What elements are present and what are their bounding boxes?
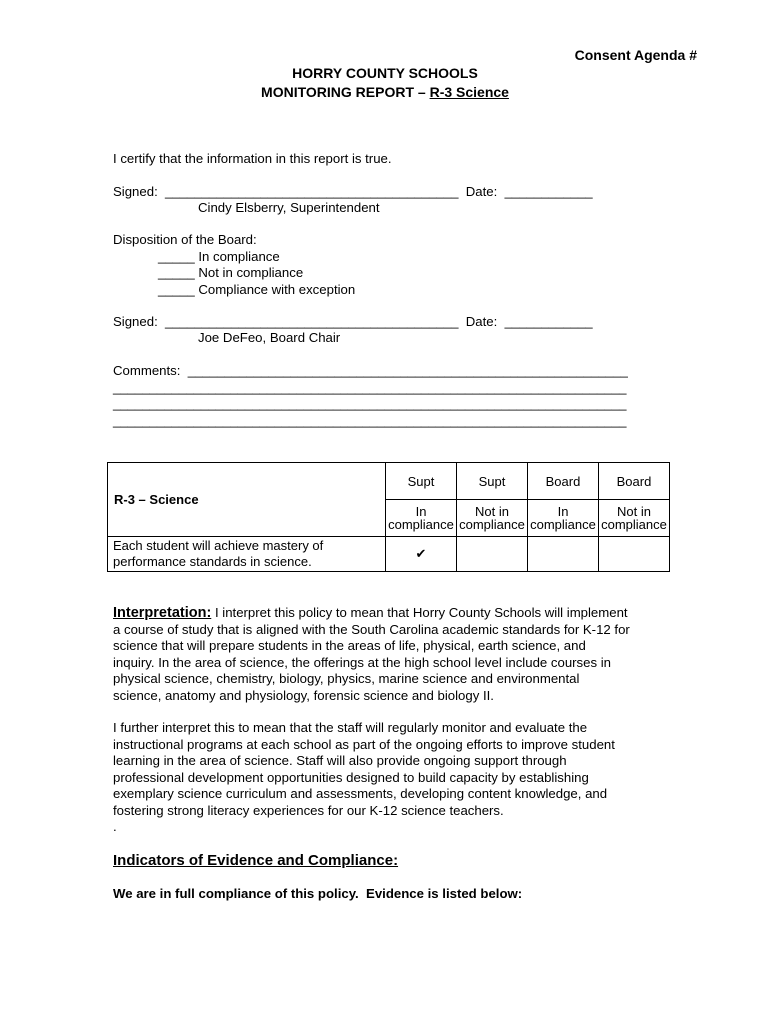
interpretation-line: I interpret this policy to mean that Horry County Schools will implement (211, 605, 628, 620)
interpretation-line: fostering strong literacy experiences for our K-12 science teachers. (113, 802, 504, 818)
sub-head-line: Not in (475, 504, 509, 519)
sub-head-line: compliance (530, 517, 596, 532)
report-title-prefix: MONITORING REPORT – (261, 84, 430, 100)
interpretation-label: Interpretation: (113, 605, 212, 621)
sub-head-line: In (557, 504, 569, 519)
table-header-row (108, 463, 670, 500)
comments-line: Comments: ____________________________________________________________ (113, 363, 628, 378)
table-row (108, 537, 670, 572)
disposition-option-in-compliance: _____ In compliance (158, 249, 280, 264)
sub-head-line: compliance (459, 517, 525, 532)
standard-line: performance standards in science. (113, 554, 312, 569)
certify-text: I certify that the information in this report is true. (113, 151, 392, 166)
interpretation-line: instructional programs at each school as part of the ongoing efforts to improve student (113, 736, 615, 752)
checkmark-icon: ✔ (415, 546, 427, 561)
interpretation-paragraph (113, 605, 673, 704)
compliance-statement: We are in full compliance of this policy. Evidence is listed below: (113, 886, 523, 901)
interpretation-line: I further interpret this to mean that the staff will regularly monitor and evaluate the (113, 720, 588, 735)
disposition-option-not-in-compliance: _____ Not in compliance (158, 265, 304, 280)
interpretation-line: learning in the area of science. Staff will also provide ongoing support through (113, 753, 567, 768)
comments-blank-line: ______________________________________________________________________ (113, 413, 627, 428)
sub-head-supt-not-in (457, 500, 528, 537)
org-title: HORRY COUNTY SCHOOLS (292, 65, 478, 81)
standard-description (108, 537, 386, 572)
col-head-board-not-in: Board (599, 463, 670, 500)
comments-blank-line: ______________________________________________________________________ (113, 380, 627, 395)
interpretation-line: science that will prepare students in the areas of life, physical, earth science, and (113, 638, 586, 653)
cell-supt-in[interactable] (386, 537, 457, 572)
cell-board-not-in[interactable] (599, 537, 670, 572)
compliance-table (107, 462, 670, 572)
indicators-heading: Indicators of Evidence and Compliance: (113, 852, 399, 869)
report-title-link[interactable]: R-3 Science (429, 84, 509, 100)
col-head-board-in: Board (528, 463, 599, 500)
sub-head-supt-in (386, 500, 457, 537)
interpretation-line: physical science, chemistry, biology, physics, marine science and environmental (113, 671, 580, 686)
interpretation-line: exemplary science curriculum and assessments, developing content knowledge, and (113, 786, 608, 801)
comments-blank-line: ______________________________________________________________________ (113, 396, 627, 411)
col-head-supt-in: Supt (386, 463, 457, 500)
consent-agenda-label: Consent Agenda # (574, 47, 697, 63)
disposition-option-exception: _____ Compliance with exception (158, 282, 356, 297)
sub-head-line: compliance (388, 517, 454, 532)
sub-head-line: In (415, 504, 427, 519)
cell-supt-not-in[interactable] (457, 537, 528, 572)
signature-line-board-chair: Signed: ________________________________________ Date: ____________ (113, 314, 593, 329)
col-head-supt-not-in: Supt (457, 463, 528, 500)
disposition-title: Disposition of the Board: (113, 232, 257, 247)
signature-line-superintendent: Signed: ________________________________________ Date: ____________ (113, 184, 593, 199)
table-policy-label: R-3 – Science (108, 463, 386, 537)
interpretation-line: inquiry. In the area of science, the offerings at the high school level include courses in (113, 654, 612, 670)
interpretation-line: a course of study that is aligned with the South Carolina academic standards for K-12 for (113, 621, 630, 637)
standard-line: Each student will achieve mastery of (113, 538, 324, 553)
interpretation-paragraph-2 (113, 720, 673, 836)
interpretation-line: science, anatomy and physiology, forensic science and biology II. (113, 687, 494, 703)
interpretation-line: professional development opportunities designed to build capacity by establishing (113, 769, 589, 785)
interpretation-line: . (113, 819, 117, 834)
sub-head-line: compliance (601, 517, 667, 532)
board-chair-name: Joe DeFeo, Board Chair (198, 330, 341, 345)
cell-board-in[interactable] (528, 537, 599, 572)
superintendent-name: Cindy Elsberry, Superintendent (198, 200, 380, 215)
sub-head-line: Not in (617, 504, 651, 519)
sub-head-board-in (528, 500, 599, 537)
sub-head-board-not-in (599, 500, 670, 537)
report-title (0, 82, 770, 102)
